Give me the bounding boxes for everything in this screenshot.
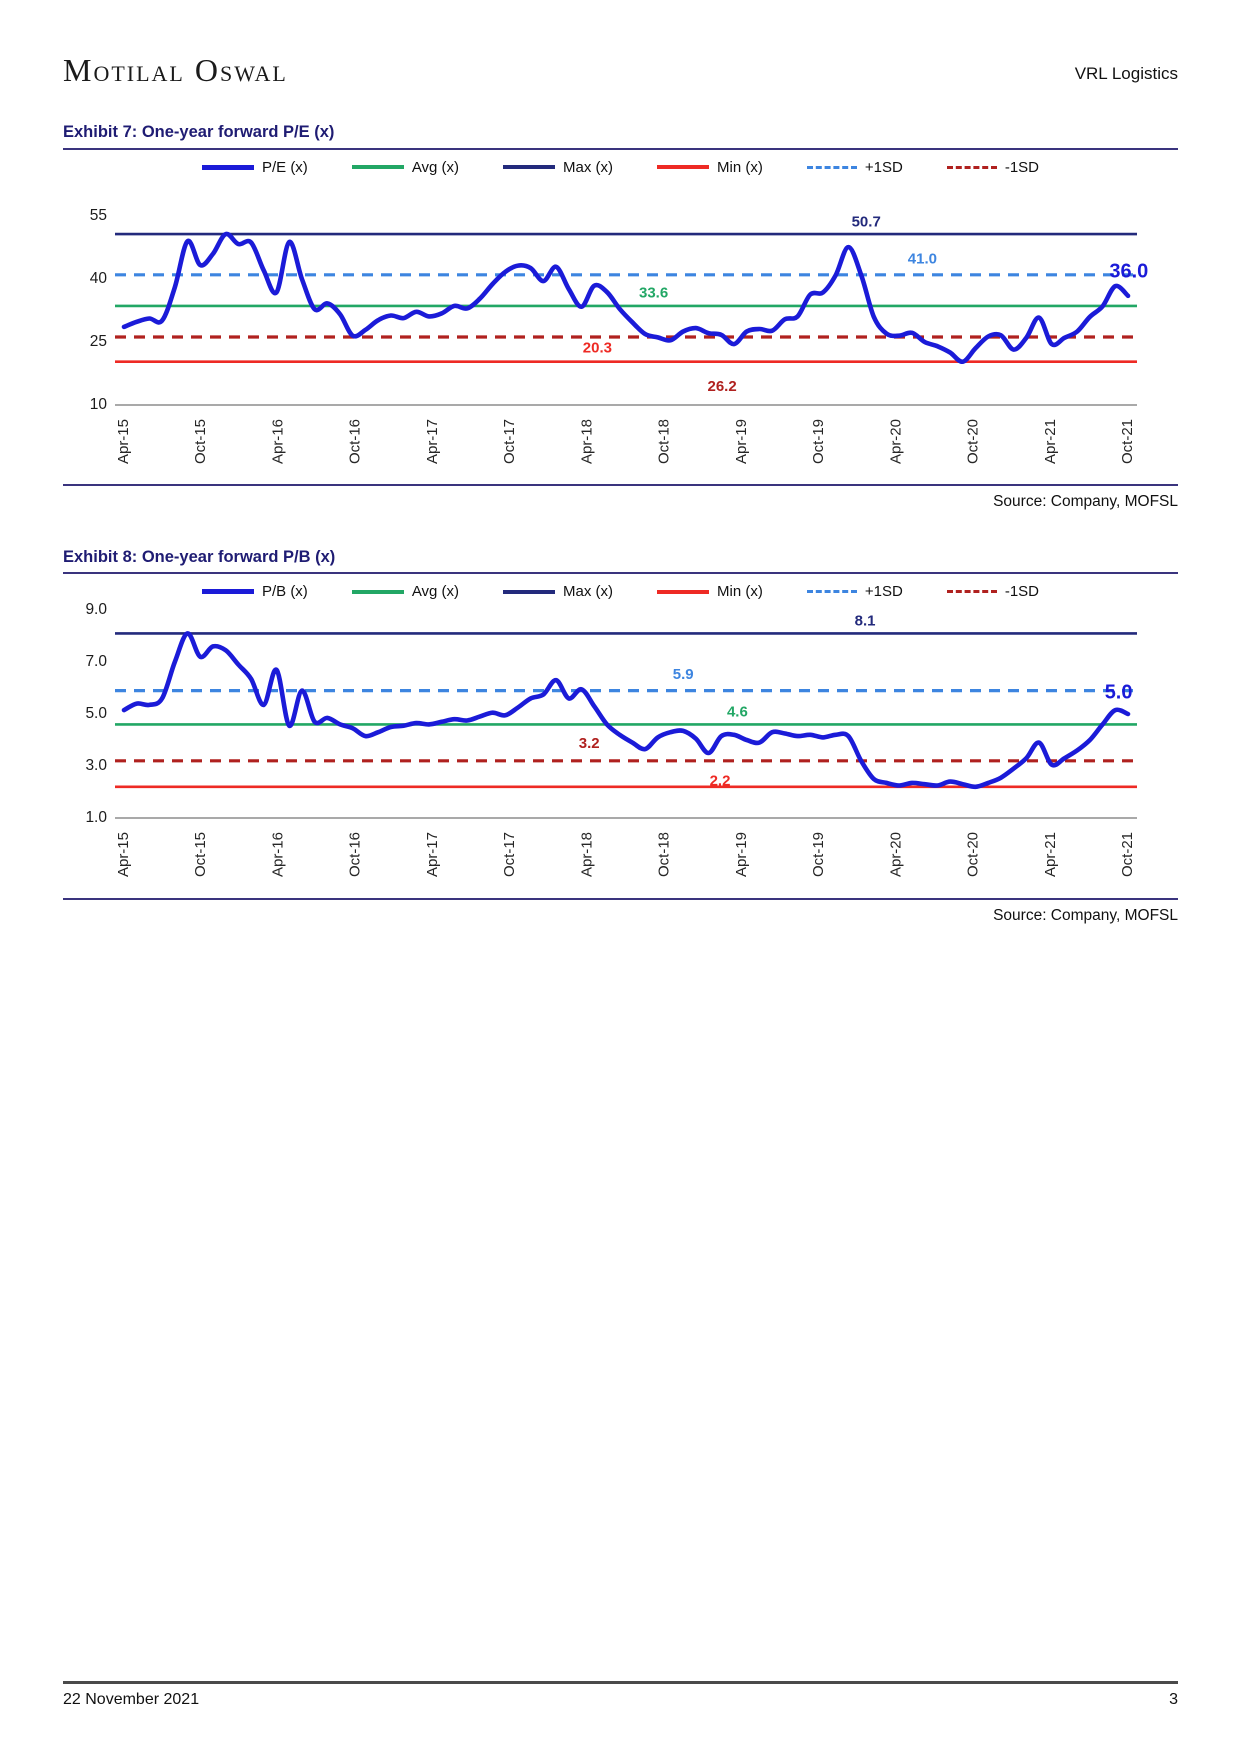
chart-annotation-36-0: 36.0 — [1109, 260, 1149, 283]
chart-annotation-50-7: 50.7 — [851, 213, 881, 231]
x-axis-tick-label: Oct-21 — [1118, 832, 1136, 878]
x-axis-tick-label: Apr-19 — [732, 418, 750, 464]
y-axis-tick-label: 5.0 — [85, 705, 107, 723]
legend-line-sample — [947, 166, 997, 169]
x-axis-tick-label: Oct-21 — [1118, 418, 1136, 464]
legend-label: +1SD — [864, 583, 903, 601]
x-axis-tick-label: Apr-21 — [1041, 418, 1059, 464]
chart-annotation-5-9: 5.9 — [672, 666, 694, 684]
exhibit-7-title: Exhibit 7: One-year forward P/E (x) — [63, 122, 1178, 150]
y-axis-tick-label: 25 — [89, 332, 107, 350]
series-line — [124, 234, 1128, 362]
pex-chart-canvas — [63, 178, 1178, 480]
pe-chart — [63, 159, 1178, 480]
report-name: VRL Logistics — [1074, 64, 1178, 83]
legend-item — [503, 159, 613, 176]
y-axis-tick-label: 9.0 — [85, 602, 107, 619]
legend-item — [202, 583, 308, 600]
chart-annotation-33-6: 33.6 — [638, 283, 669, 301]
chart-annotation-41-0: 41.0 — [907, 250, 938, 268]
x-axis-tick-label: Oct-15 — [192, 418, 210, 464]
legend-line-sample — [202, 165, 254, 170]
x-axis-tick-label: Oct-18 — [655, 418, 673, 464]
y-axis-tick-label: 1.0 — [85, 809, 107, 827]
legend-label: Max (x) — [563, 583, 614, 601]
legend-label: Avg (x) — [411, 158, 460, 176]
pbx-chart-canvas — [63, 602, 1178, 894]
pb-chart — [63, 583, 1178, 894]
legend-line-sample — [657, 590, 709, 594]
footer-page-number: 3 — [1169, 1691, 1178, 1708]
legend-line-sample — [807, 590, 857, 593]
chart-legend — [63, 583, 1178, 600]
legend-label: -1SD — [1004, 583, 1040, 601]
chart-annotation-4-6: 4.6 — [726, 703, 748, 721]
footer-date: 22 November 2021 — [63, 1691, 200, 1708]
legend-label: P/E (x) — [261, 158, 308, 176]
x-axis-tick-label: Apr-15 — [114, 832, 132, 878]
legend-item — [352, 159, 459, 176]
x-axis-tick-label: Apr-17 — [423, 418, 441, 464]
x-axis-tick-label: Apr-20 — [887, 418, 905, 464]
x-axis-tick-label: Oct-16 — [346, 418, 364, 464]
x-axis-tick-label: Oct-16 — [346, 832, 364, 878]
series-line — [124, 634, 1128, 787]
page-footer — [63, 1681, 1178, 1709]
x-axis-tick-label: Oct-19 — [810, 418, 828, 464]
exhibit-8-title: Exhibit 8: One-year forward P/B (x) — [63, 547, 1178, 575]
chart-legend — [63, 159, 1178, 176]
legend-label: Max (x) — [563, 158, 614, 176]
page-content — [63, 0, 1178, 925]
x-axis-tick-label: Oct-15 — [192, 832, 210, 878]
legend-item — [202, 159, 308, 176]
chart-annotation-8-1: 8.1 — [854, 612, 876, 630]
legend-line-sample — [352, 165, 404, 169]
legend-label: -1SD — [1004, 158, 1040, 176]
legend-item — [657, 159, 763, 176]
legend-line-sample — [503, 165, 555, 169]
page-header — [63, 54, 1178, 86]
x-axis-tick-label: Apr-19 — [732, 832, 750, 878]
legend-line-sample — [807, 166, 857, 169]
x-axis-tick-label: Apr-18 — [578, 832, 596, 878]
chart-annotation-26-2: 26.2 — [707, 377, 737, 395]
x-axis-tick-label: Apr-21 — [1041, 832, 1059, 878]
x-axis-tick-label: Apr-16 — [269, 418, 287, 464]
x-axis-tick-label: Oct-20 — [964, 418, 982, 464]
chart-annotation-2-2: 2.2 — [709, 772, 731, 790]
exhibit-7-source: Source: Company, MOFSL — [63, 484, 1178, 511]
motilal-oswal-logo: Motilal Oswal — [63, 52, 288, 88]
legend-item — [807, 583, 903, 600]
x-axis-tick-label: Oct-18 — [655, 832, 673, 878]
exhibit-8-source: Source: Company, MOFSL — [63, 898, 1178, 925]
x-axis-tick-label: Apr-20 — [887, 832, 905, 878]
y-axis-tick-label: 55 — [89, 206, 107, 224]
legend-label: Min (x) — [717, 158, 763, 176]
legend-line-sample — [947, 590, 997, 593]
legend-item — [947, 159, 1039, 176]
y-axis-tick-label: 10 — [89, 395, 107, 413]
legend-label: +1SD — [864, 158, 903, 176]
x-axis-tick-label: Oct-20 — [964, 832, 982, 878]
legend-line-sample — [352, 590, 404, 594]
legend-label: Min (x) — [717, 583, 763, 601]
x-axis-tick-label: Apr-16 — [269, 832, 287, 878]
legend-line-sample — [202, 589, 254, 594]
chart-annotation-5-0: 5.0 — [1104, 681, 1133, 704]
legend-item — [657, 583, 763, 600]
chart-annotation-20-3: 20.3 — [582, 338, 613, 356]
legend-label: P/B (x) — [261, 583, 308, 601]
y-axis-tick-label: 40 — [89, 269, 107, 287]
legend-item — [807, 159, 903, 176]
x-axis-tick-label: Apr-15 — [114, 418, 132, 464]
chart-annotation-3-2: 3.2 — [578, 735, 600, 753]
x-axis-tick-label: Oct-17 — [501, 832, 519, 878]
y-axis-tick-label: 3.0 — [85, 757, 107, 775]
legend-item — [352, 583, 459, 600]
x-axis-tick-label: Oct-17 — [501, 418, 519, 464]
legend-item — [947, 583, 1039, 600]
legend-line-sample — [503, 590, 555, 594]
legend-label: Avg (x) — [411, 583, 460, 601]
x-axis-tick-label: Apr-18 — [578, 418, 596, 464]
legend-line-sample — [657, 165, 709, 169]
x-axis-tick-label: Oct-19 — [810, 832, 828, 878]
y-axis-tick-label: 7.0 — [85, 653, 107, 671]
x-axis-tick-label: Apr-17 — [423, 832, 441, 878]
legend-item — [503, 583, 613, 600]
